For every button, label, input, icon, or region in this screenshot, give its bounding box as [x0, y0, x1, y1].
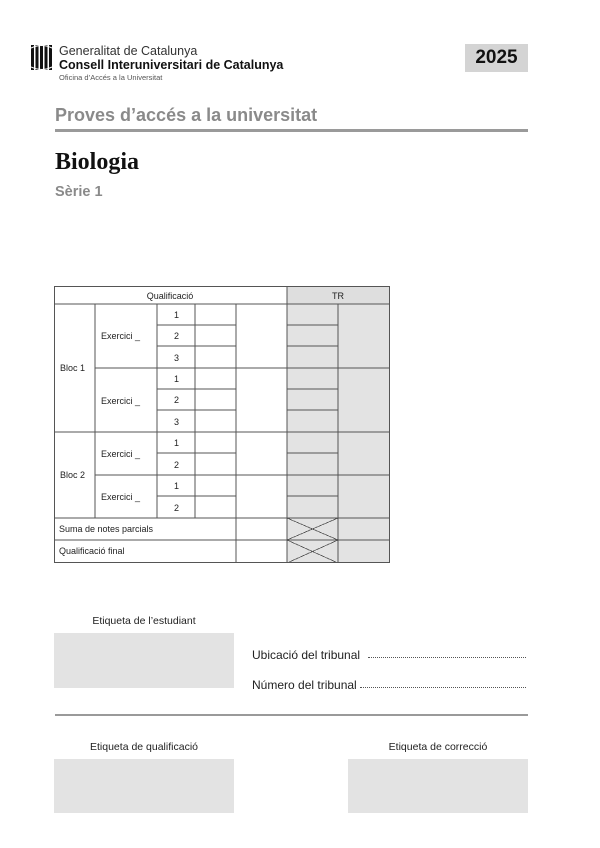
tribunal-location-line	[368, 657, 526, 658]
year-badge: 2025	[465, 44, 528, 72]
bloc-label: Bloc 1	[60, 363, 86, 373]
tribunal-number-label: Número del tribunal	[252, 678, 357, 692]
exercise-item-number: 1	[174, 438, 180, 448]
catalonia-logo-icon	[31, 45, 53, 70]
tribunal-number-line	[360, 687, 526, 688]
grade-label-box	[54, 759, 234, 813]
correction-label-caption: Etiqueta de correcció	[388, 741, 488, 753]
exercise-item-number: 1	[174, 374, 180, 384]
student-label-caption: Etiqueta de l’estudiant	[92, 615, 196, 627]
exercise-item-number: 3	[174, 417, 180, 427]
exercise-item-number: 1	[174, 481, 180, 491]
exercise-item-number: 2	[174, 331, 180, 341]
table-header-tr: TR	[332, 291, 344, 301]
bloc-label: Bloc 2	[60, 470, 86, 480]
header-divider	[55, 129, 528, 132]
org-name-line2: Consell Interuniversitari de Catalunya	[59, 58, 284, 72]
final-grade-label: Qualificació final	[59, 546, 125, 556]
grade-label-caption: Etiqueta de qualificació	[90, 741, 198, 753]
section-divider	[55, 714, 528, 716]
sum-label: Suma de notes parcials	[59, 524, 154, 534]
student-label-box	[54, 633, 234, 688]
org-name-line1: Generalitat de Catalunya	[59, 44, 198, 58]
exercise-item-number: 3	[174, 353, 180, 363]
exam-type-title: Proves d’accés a la universitat	[55, 105, 318, 125]
org-name-line3: Oficina d’Accés a la Universitat	[59, 73, 163, 82]
table-header-qualificacio: Qualificació	[146, 291, 194, 301]
exercise-item-number: 2	[174, 460, 180, 470]
exercise-label: Exercici _	[101, 396, 141, 406]
grade-table	[54, 286, 390, 563]
exercise-item-number: 1	[174, 310, 180, 320]
exercise-item-number: 2	[174, 395, 180, 405]
subject-title: Biologia	[55, 149, 140, 175]
exercise-label: Exercici _	[101, 492, 141, 502]
series-label: Sèrie 1	[55, 184, 103, 200]
tribunal-location-label: Ubicació del tribunal	[252, 648, 361, 662]
exercise-item-number: 2	[174, 503, 180, 513]
correction-label-box	[348, 759, 528, 813]
exercise-label: Exercici _	[101, 449, 141, 459]
exercise-label: Exercici _	[101, 331, 141, 341]
